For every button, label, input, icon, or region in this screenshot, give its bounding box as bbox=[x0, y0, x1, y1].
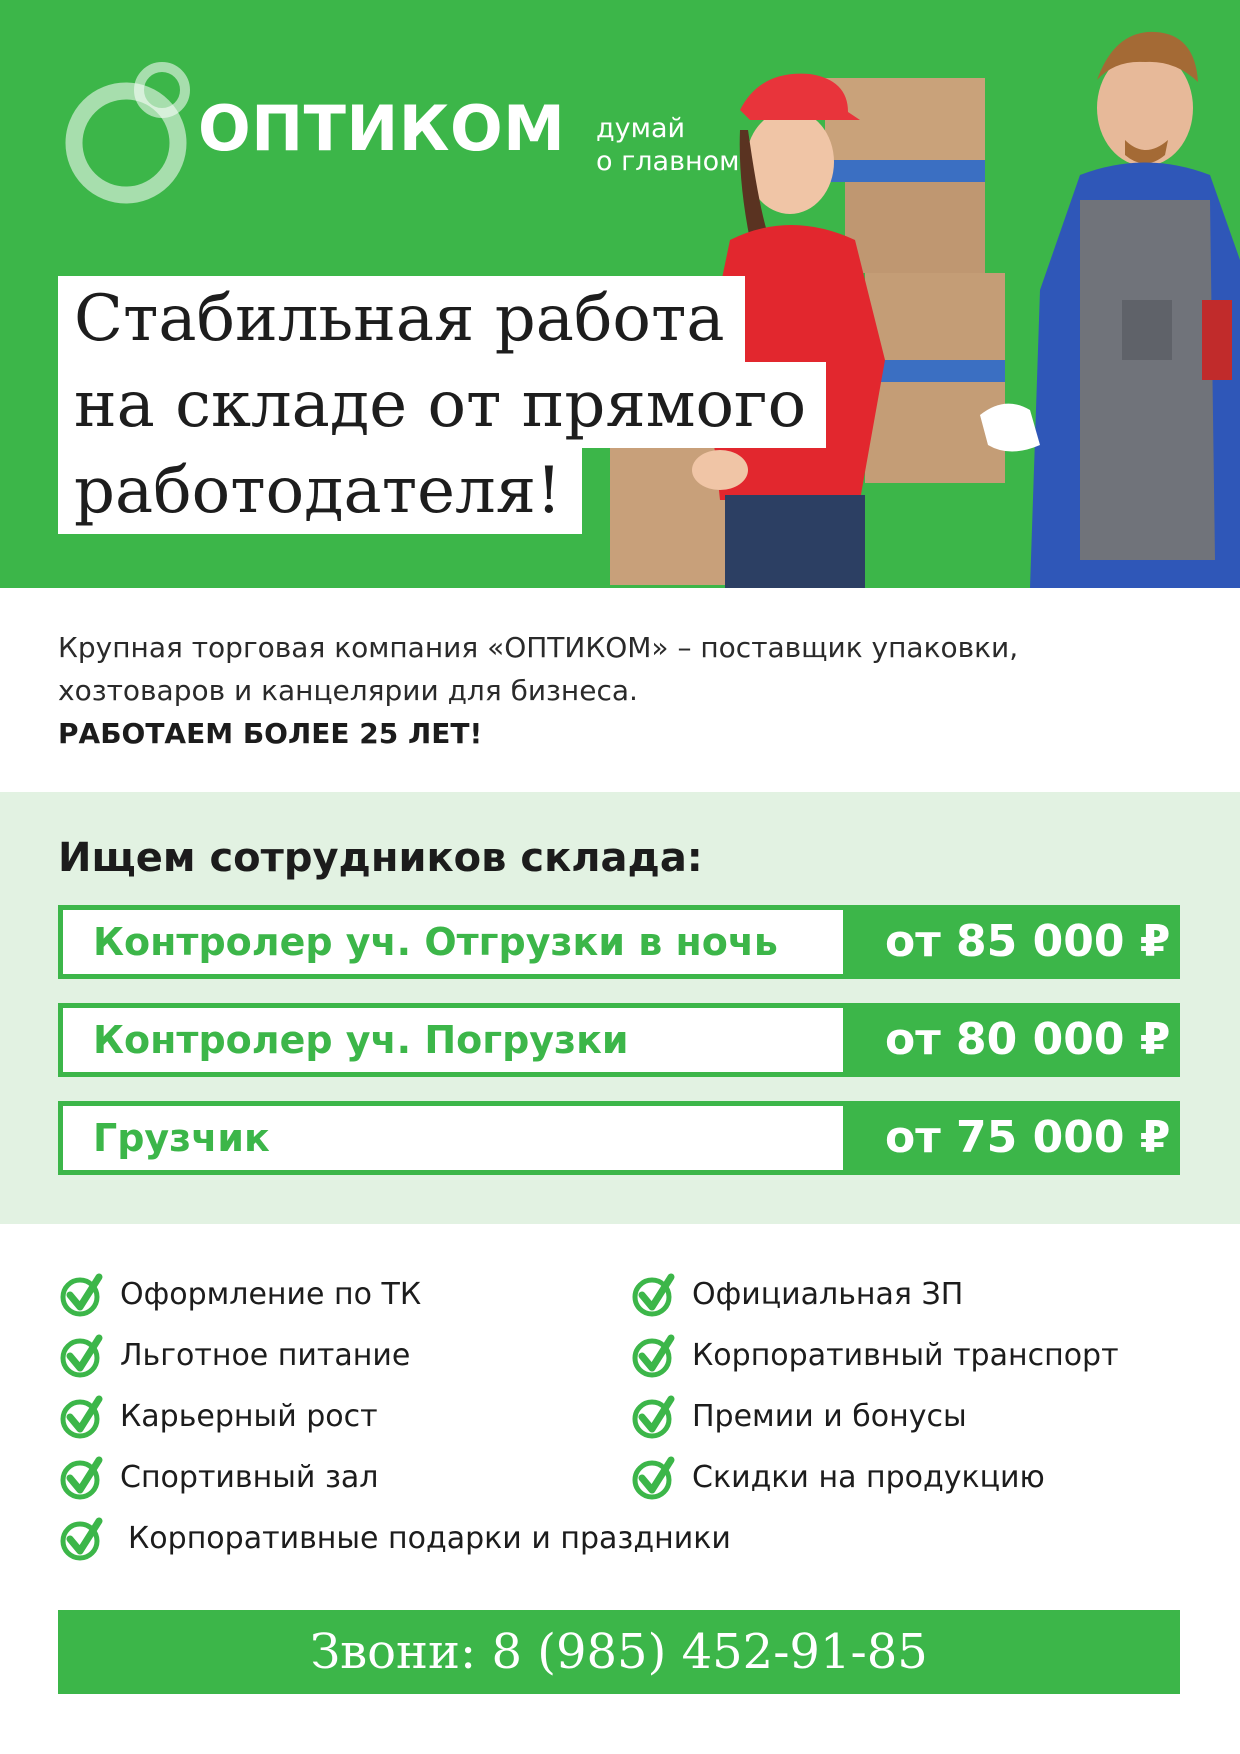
intro-line-1: Крупная торговая компания «ОПТИКОМ» – поставщик упаковки, bbox=[58, 631, 1019, 664]
headline-line-1: Стабильная работа bbox=[58, 276, 745, 362]
benefit-label: Карьерный рост bbox=[120, 1399, 378, 1434]
benefit-label: Льготное питание bbox=[120, 1338, 411, 1373]
hero-banner bbox=[0, 0, 1240, 588]
check-circle-icon bbox=[58, 1271, 106, 1319]
check-circle-icon bbox=[58, 1454, 106, 1502]
job-openings-section bbox=[0, 792, 1240, 1224]
benefit-label: Официальная ЗП bbox=[692, 1277, 964, 1312]
tagline-line-1: думай bbox=[596, 113, 686, 144]
job-row bbox=[58, 905, 1180, 979]
jobs-title: Ищем сотрудников склада: bbox=[58, 835, 703, 881]
check-circle-icon bbox=[630, 1332, 678, 1380]
benefit-item bbox=[630, 1270, 963, 1320]
brand-logo bbox=[58, 58, 778, 208]
job-salary: от 75 000 ₽ bbox=[885, 1112, 1171, 1163]
tagline-line-2: о главном bbox=[596, 146, 740, 177]
intro-emphasis: РАБОТАЕМ БОЛЕЕ 25 ЛЕТ! bbox=[58, 717, 483, 750]
benefit-item bbox=[58, 1331, 410, 1381]
benefit-item bbox=[58, 1270, 421, 1320]
phone-call-text: Звони: 8 (985) 452-91-85 bbox=[310, 1624, 928, 1680]
benefit-item bbox=[630, 1453, 1045, 1503]
job-salary: от 80 000 ₽ bbox=[885, 1014, 1171, 1065]
job-salary: от 85 000 ₽ bbox=[885, 916, 1171, 967]
check-circle-icon bbox=[630, 1454, 678, 1502]
benefit-item bbox=[58, 1392, 378, 1442]
job-row bbox=[58, 1003, 1180, 1077]
brand-tagline bbox=[596, 112, 740, 178]
check-circle-icon bbox=[58, 1515, 106, 1563]
check-circle-icon bbox=[58, 1393, 106, 1441]
benefit-label: Скидки на продукцию bbox=[692, 1460, 1045, 1495]
logo-ring-icon bbox=[58, 58, 208, 208]
job-row bbox=[58, 1101, 1180, 1175]
headline-line-3: работодателя! bbox=[58, 448, 582, 534]
benefit-item bbox=[58, 1453, 378, 1503]
company-intro bbox=[58, 626, 1198, 755]
check-circle-icon bbox=[58, 1332, 106, 1380]
benefit-item bbox=[630, 1392, 967, 1442]
job-title: Грузчик bbox=[63, 1106, 843, 1170]
check-circle-icon bbox=[630, 1393, 678, 1441]
benefit-item bbox=[630, 1331, 1119, 1381]
check-circle-icon bbox=[630, 1271, 678, 1319]
benefit-label: Корпоративный транспорт bbox=[692, 1338, 1119, 1373]
benefit-item bbox=[58, 1514, 731, 1564]
benefit-label: Премии и бонусы bbox=[692, 1399, 967, 1434]
intro-line-2: хозтоваров и канцелярии для бизнеса. bbox=[58, 674, 638, 707]
hero-headline bbox=[58, 276, 826, 534]
job-title: Контролер уч. Погрузки bbox=[63, 1008, 843, 1072]
headline-line-2: на складе от прямого bbox=[58, 362, 826, 448]
call-to-action-bar bbox=[58, 1610, 1180, 1694]
brand-name: ОПТИКОМ bbox=[198, 92, 566, 165]
job-title: Контролер уч. Отгрузки в ночь bbox=[63, 910, 843, 974]
benefit-label: Спортивный зал bbox=[120, 1460, 379, 1495]
benefit-label: Корпоративные подарки и праздники bbox=[128, 1521, 731, 1556]
benefit-label: Оформление по ТК bbox=[120, 1277, 422, 1312]
